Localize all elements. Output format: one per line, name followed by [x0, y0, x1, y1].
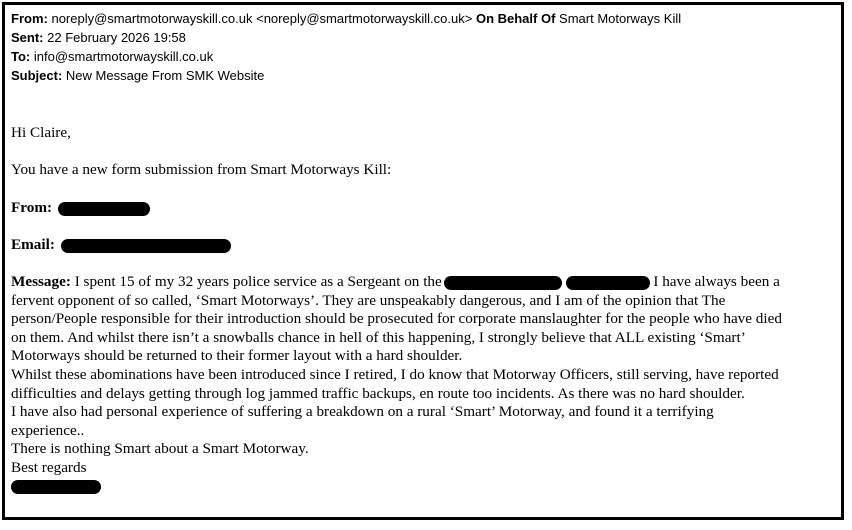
message-label: Message: [11, 273, 71, 290]
sent-header [11, 30, 186, 46]
intro-line: You have a new form submission from Smart Motorways Kill: [11, 161, 392, 178]
to-value: info@smartmotorwayskill.co.uk [33, 49, 214, 64]
message-line: experience.. [11, 421, 85, 439]
message-line: fervent opponent of so called, ‘Smart Motorways’. They are unspeakably dangerous, and I am of the opinion that The [11, 291, 726, 309]
message-line: on them. And whilst there isn’t a snowballs chance in hell of this happening, I strongly believe that ALL existing ‘Smart’ [11, 328, 746, 346]
message-line: difficulties and delays getting through log jammed traffic backups, en route too incidents. As there was no hard shoulder. [11, 384, 745, 402]
behalf-value: Smart Motorways Kill [559, 11, 682, 26]
to-label: To: [11, 49, 31, 64]
redacted-signature-line [11, 478, 831, 497]
from-header-value: noreply@smartmotorwayskill.co.uk <noreply@smartmotorwayskill.co.uk> [51, 11, 473, 26]
behalf-label: On Behalf Of [475, 11, 556, 26]
sent-value: 22 February 2026 19:58 [47, 30, 186, 45]
message-line: Whilst these abominations have been introduced since I retired, I do know that Motorway Officers, still serving, have reported [11, 365, 779, 383]
from-header-label: From: [11, 11, 48, 26]
redacted-signature [11, 480, 101, 494]
message-line: Motorways should be returned to their former layout with a hard shoulder. [11, 347, 463, 365]
message-block [11, 273, 831, 496]
submission-from-label: From: [11, 199, 53, 216]
subject-label: Subject: [11, 68, 63, 83]
message-line: I have also had personal experience of suffering a breakdown on a rural ‘Smart’ Motorway, and found it a terrifying [11, 403, 714, 421]
redacted-location-2 [566, 276, 650, 290]
message-line: There is nothing Smart about a Smart Motorway. [11, 440, 309, 458]
subject-header [11, 68, 264, 84]
redacted-location-1 [444, 276, 562, 290]
greeting: Hi Claire, [11, 124, 71, 141]
message-line: Message: I spent 15 of my 32 years police service as a Sergeant on the I have always been a [11, 273, 780, 290]
submission-email-label: Email: [11, 236, 55, 253]
subject-value: New Message From SMK Website [65, 68, 265, 83]
from-header [11, 11, 681, 27]
submission-from [11, 199, 150, 218]
message-line: person/People responsible for their introduction should be prosecuted for corporate manslaughter for the people who have died [11, 310, 782, 328]
redacted-email [61, 239, 231, 253]
sent-label: Sent: [11, 30, 44, 45]
message-line: Best regards [11, 458, 87, 476]
redacted-name [58, 202, 150, 216]
to-header [11, 49, 213, 65]
submission-email [11, 236, 231, 255]
